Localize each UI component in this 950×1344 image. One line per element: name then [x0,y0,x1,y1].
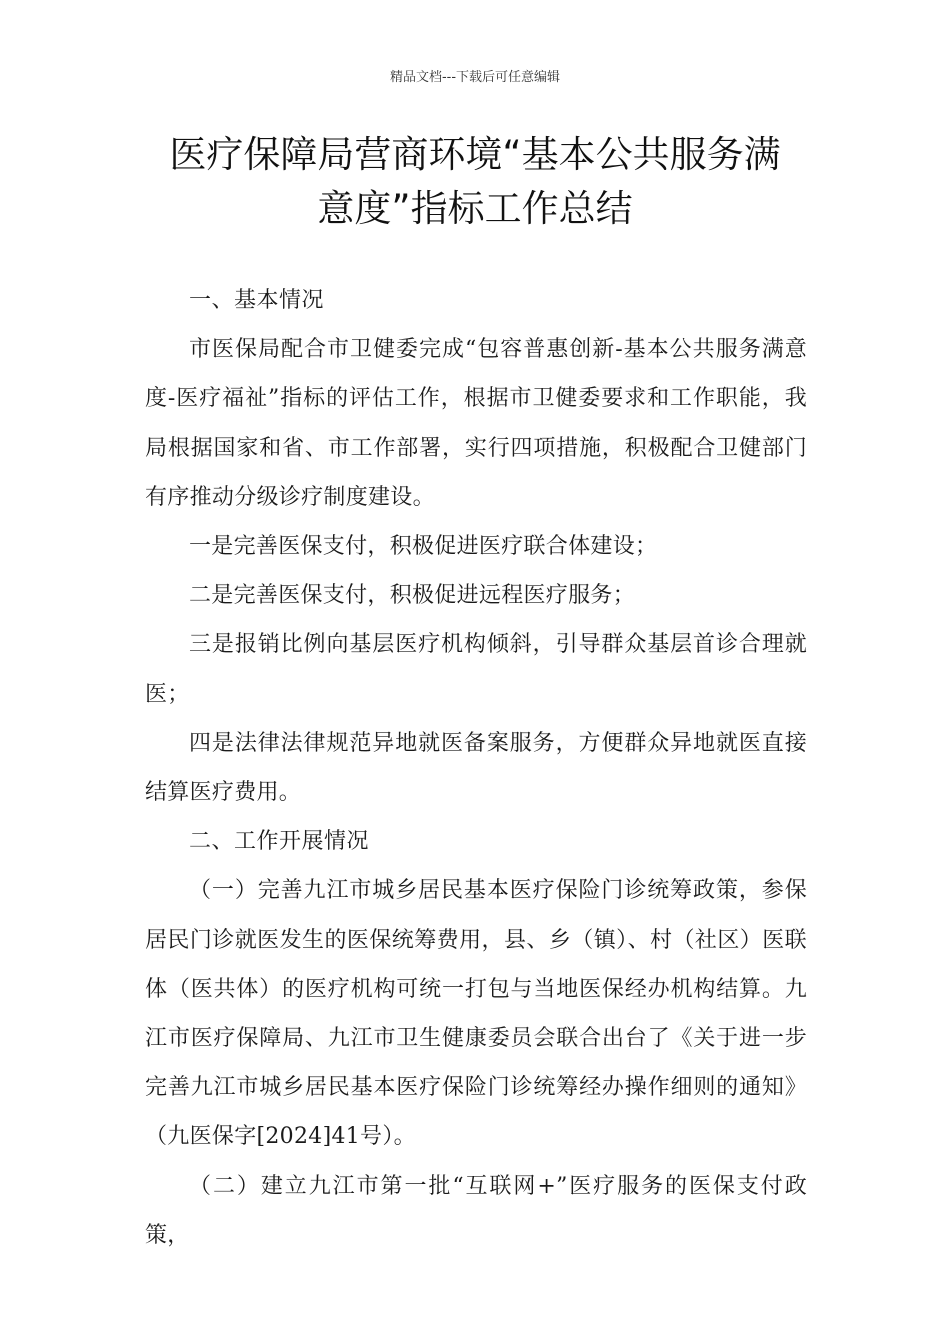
paragraph-item-1: （一）完善九江市城乡居民基本医疗保险门诊统筹政策，参保居民门诊就医发生的医保统筹费用，县、乡（镇）、村（社区）医联体（医共体）的医疗机构可统一打包与当地医保经办机构结算。九江市医疗保障局、九江市卫生健康委员会联合出台了《关于进一步完善九江市城乡居民基本医疗保险门诊统筹经办操作细则的通知》（九医保字[2024]41号）。 [145,878,807,1150]
paragraph-measure-3: 三是报销比例向基层医疗机构倾斜，引导群众基层首诊合理就医； [145,632,807,707]
document-title [140,128,810,236]
title-line-1: 医疗保障局营商环境“基本公共服务满 [169,133,781,176]
paragraph-measure-1: 一是完善医保支付，积极促进医疗联合体建设； [189,534,658,560]
header-note: 精品文档---下载后可任意编辑 [389,70,561,85]
section-heading-basic: 一、基本情况 [189,288,325,313]
paragraph-item-2: （二）建立九江市第一批“互联网+”医疗服务的医保支付政策， [145,1173,807,1248]
paragraph-intro: 市医保局配合市卫健委完成“包容普惠创新-基本公共服务满意度-医疗福祉”指标的评估工作，根据市卫健委要求和工作职能，我局根据国家和省、市工作部署，实行四项措施，积极配合卫健部门有序推动分级诊疗制度建设。 [145,337,807,510]
document-body [145,276,807,1260]
section-heading-progress: 二、工作开展情况 [189,829,370,855]
paragraph-measure-2: 二是完善医保支付，积极促进远程医疗服务； [189,583,636,609]
title-line-2: 意度”指标工作总结 [317,187,633,230]
paragraph-measure-4: 四是法律法律规范异地就医备案服务，方便群众异地就医直接结算医疗费用。 [145,730,807,806]
